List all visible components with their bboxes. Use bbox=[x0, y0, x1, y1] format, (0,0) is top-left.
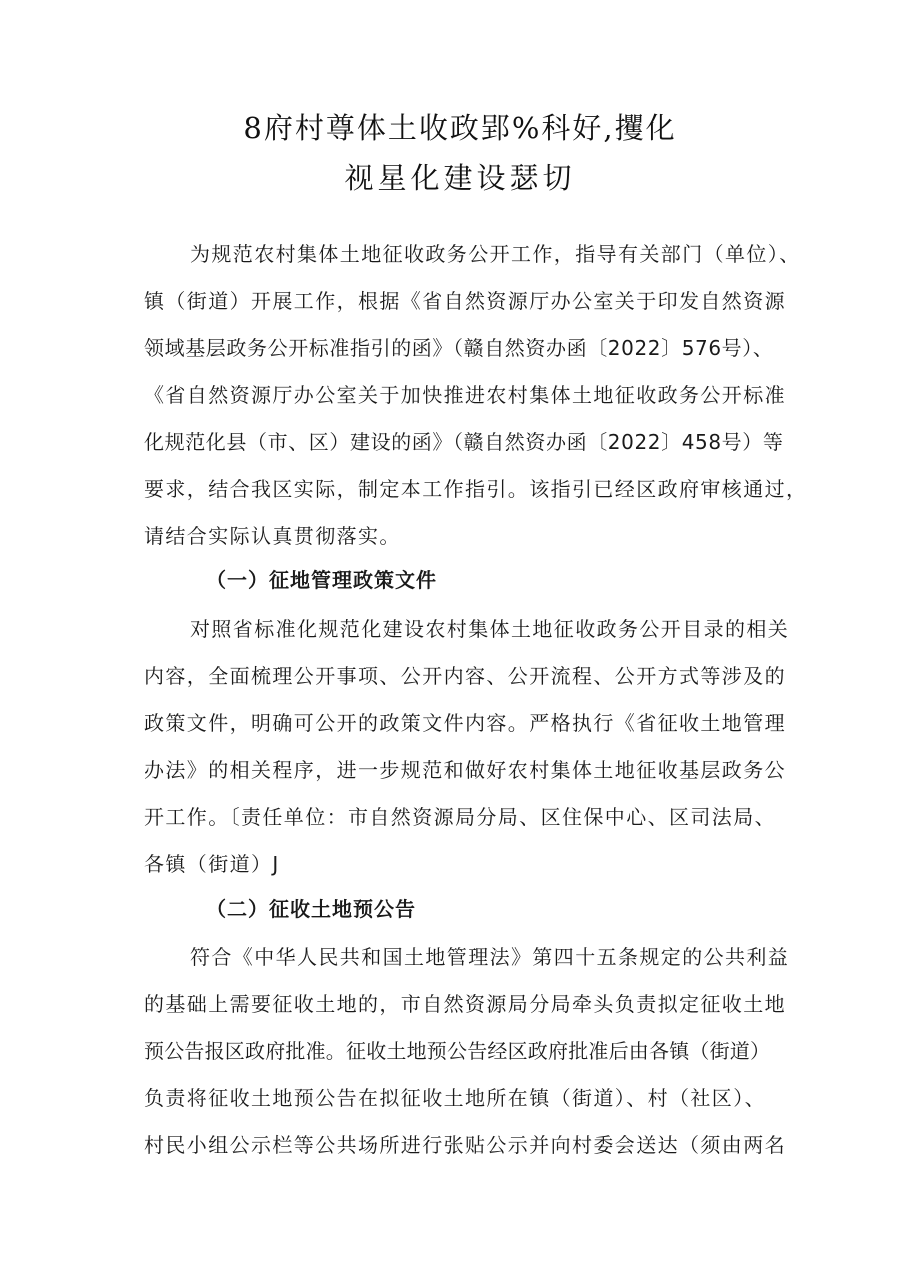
intro-line: 化规范化县（市、区）建设的函》（赣自然资办函〔2022〕458号）等 bbox=[144, 430, 784, 454]
intro-line: 领域基层政务公开标准指引的函》（赣自然资办函〔2022〕576号）、 bbox=[144, 336, 774, 360]
intro-line: 为规范农村集体土地征收政务公开工作，指导有关部门（单位）、 bbox=[190, 242, 801, 266]
intro-line: 镇（街道）开展工作，根据《省自然资源厅办公室关于印发自然资源 bbox=[144, 289, 786, 313]
section-line: 办法》的相关程序，进一步规范和做好农村集体土地征收基层政务公 bbox=[144, 758, 786, 782]
intro-line: 《省自然资源厅办公室关于加快推进农村集体土地征收政务公开标准 bbox=[144, 383, 786, 407]
section-line: 的基础上需要征收土地的，市自然资源局分局牵头负责拟定征收土地 bbox=[144, 992, 786, 1016]
section-line: 村民小组公示栏等公共场所进行张贴公示并向村委会送达（须由两名 bbox=[144, 1133, 786, 1157]
intro-line: 请结合实际认真贯彻落实。 bbox=[144, 524, 401, 548]
document-title-line-1: 8府村尊体土收政郢%科好,攫化 bbox=[243, 111, 677, 145]
section-line: 预公告报区政府批准。征收土地预公告经区政府批准后由各镇（街道） bbox=[144, 1039, 771, 1063]
section-heading: （一）征地管理政策文件 bbox=[206, 568, 437, 592]
section-line: 负责将征收土地预公告在拟征收土地所在镇（街道）、村（社区）、 bbox=[144, 1086, 766, 1110]
section-line: 各镇（街道）J bbox=[144, 852, 280, 876]
section-line: 内容，全面梳理公开事项、公开内容、公开流程、公开方式等涉及的 bbox=[144, 664, 786, 688]
section-line: 符合《中华人民共和国土地管理法》第四十五条规定的公共利益 bbox=[190, 945, 790, 969]
section-heading: （二）征收土地预公告 bbox=[206, 897, 416, 921]
section-line: 政策文件，明确可公开的政策文件内容。严格执行《省征收土地管理 bbox=[144, 711, 786, 735]
section-line: 开工作。〔责任单位：市自然资源局分局、区住保中心、区司法局、 bbox=[144, 805, 776, 829]
intro-line: 要求，结合我区实际，制定本工作指引。该指引已经区政府审核通过， bbox=[144, 477, 808, 501]
document-title-line-2: 视星化建设瑟切 bbox=[344, 161, 576, 195]
section-line: 对照省标准化规范化建设农村集体土地征收政务公开目录的相关 bbox=[190, 617, 790, 641]
